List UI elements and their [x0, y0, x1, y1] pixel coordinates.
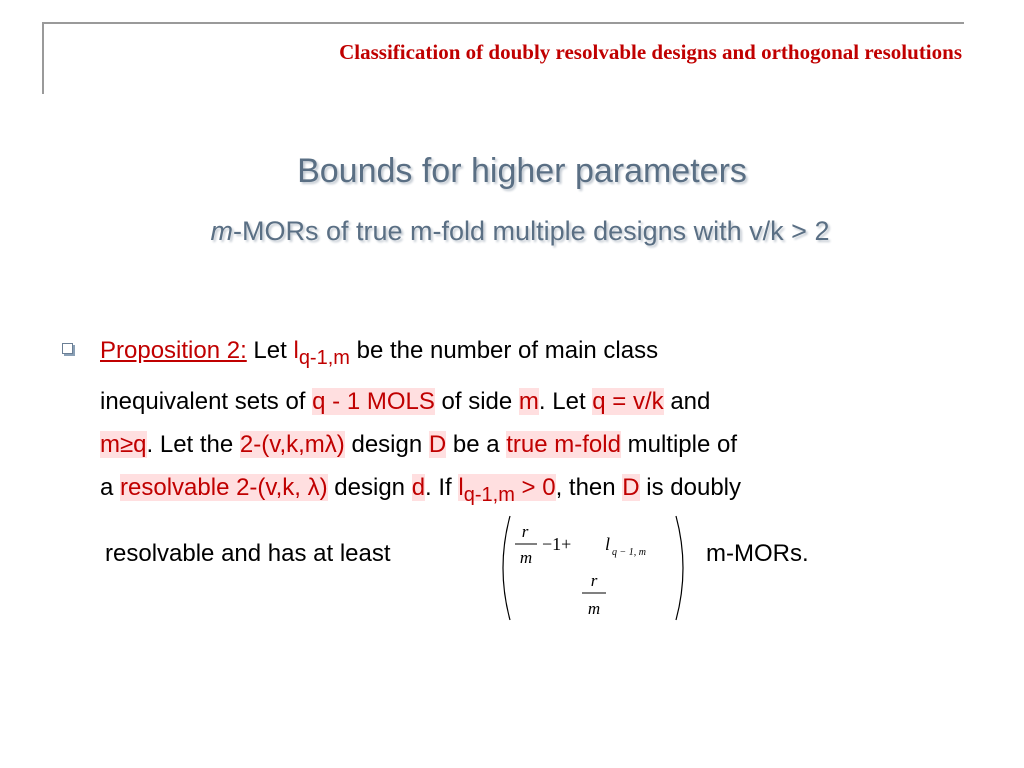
text-run: design — [344, 430, 429, 458]
frac-bottom-numerator: r — [590, 571, 598, 590]
frac-top-numerator: r — [521, 522, 529, 541]
l-subscript: q-1,m — [298, 346, 350, 369]
qvk-highlight: q = v/k — [592, 387, 664, 415]
text-run: . If — [425, 473, 459, 501]
text-run: be the number of main class — [349, 337, 659, 364]
text-run: multiple of — [620, 430, 738, 458]
bullet-square-icon — [62, 343, 73, 354]
text-run: be a — [446, 430, 507, 458]
d-highlight: d — [411, 473, 426, 501]
proposition-line-2 — [100, 380, 960, 423]
l-condition-highlight — [458, 473, 556, 506]
l-symbol — [293, 337, 350, 369]
formula-l: l — [605, 534, 611, 554]
subtitle-italic-m: m — [210, 216, 234, 246]
formula-l-subscript: q − 1, m — [612, 547, 646, 558]
resolvable-highlight: resolvable 2-(v,k, λ) — [120, 473, 328, 501]
proposition-line-1 — [100, 329, 960, 380]
text-run: Let — [246, 337, 294, 364]
proposition-line-5-end: m-MORs. — [706, 540, 809, 567]
slide-subtitle — [0, 216, 1024, 247]
proposition-text — [100, 329, 960, 517]
proposition-label: Proposition 2: — [100, 337, 247, 364]
text-run: a — [100, 473, 121, 501]
right-paren — [676, 516, 683, 620]
text-run: of side — [434, 387, 519, 415]
header-title: Classification of doubly resolvable designs and orthogonal resolutions — [339, 40, 962, 64]
mols-highlight: q - 1 MOLS — [312, 387, 435, 415]
frame-top-line — [42, 22, 964, 24]
m-highlight: m — [518, 387, 539, 415]
frame-left-line — [42, 22, 44, 94]
frac-top-denominator: m — [519, 548, 533, 567]
gt-zero: > 0 — [514, 473, 556, 501]
minus-one-plus: −1+ — [542, 534, 572, 554]
binomial-formula — [498, 512, 688, 624]
left-paren — [503, 516, 510, 620]
text-run: inequivalent sets of — [100, 387, 313, 415]
l-letter: l — [293, 337, 299, 364]
true-mfold-highlight: true m-fold — [506, 430, 621, 458]
l-letter: l — [458, 473, 464, 501]
slide-title: Bounds for higher parameters — [297, 152, 747, 190]
subtitle-rest: -MORs of true m-fold multiple designs with v/k > 2 — [233, 216, 830, 246]
frac-bottom-denominator: m — [587, 599, 601, 618]
proposition-line-3 — [100, 423, 960, 466]
design-highlight: 2-(v,k,mλ) — [239, 430, 345, 458]
D-highlight: D — [622, 473, 640, 501]
text-run: and — [663, 387, 711, 415]
mgeq-highlight: m≥q — [100, 430, 147, 458]
text-run: , then — [555, 473, 623, 501]
text-run: is doubly — [639, 473, 742, 501]
proposition-line-4 — [100, 466, 960, 517]
D-highlight: D — [428, 430, 447, 458]
proposition-line-5: resolvable and has at least — [105, 540, 391, 567]
text-run: design — [327, 473, 412, 501]
text-run: . Let the — [146, 430, 240, 458]
text-run: . Let — [538, 387, 593, 415]
l-subscript: q-1,m — [463, 483, 515, 506]
